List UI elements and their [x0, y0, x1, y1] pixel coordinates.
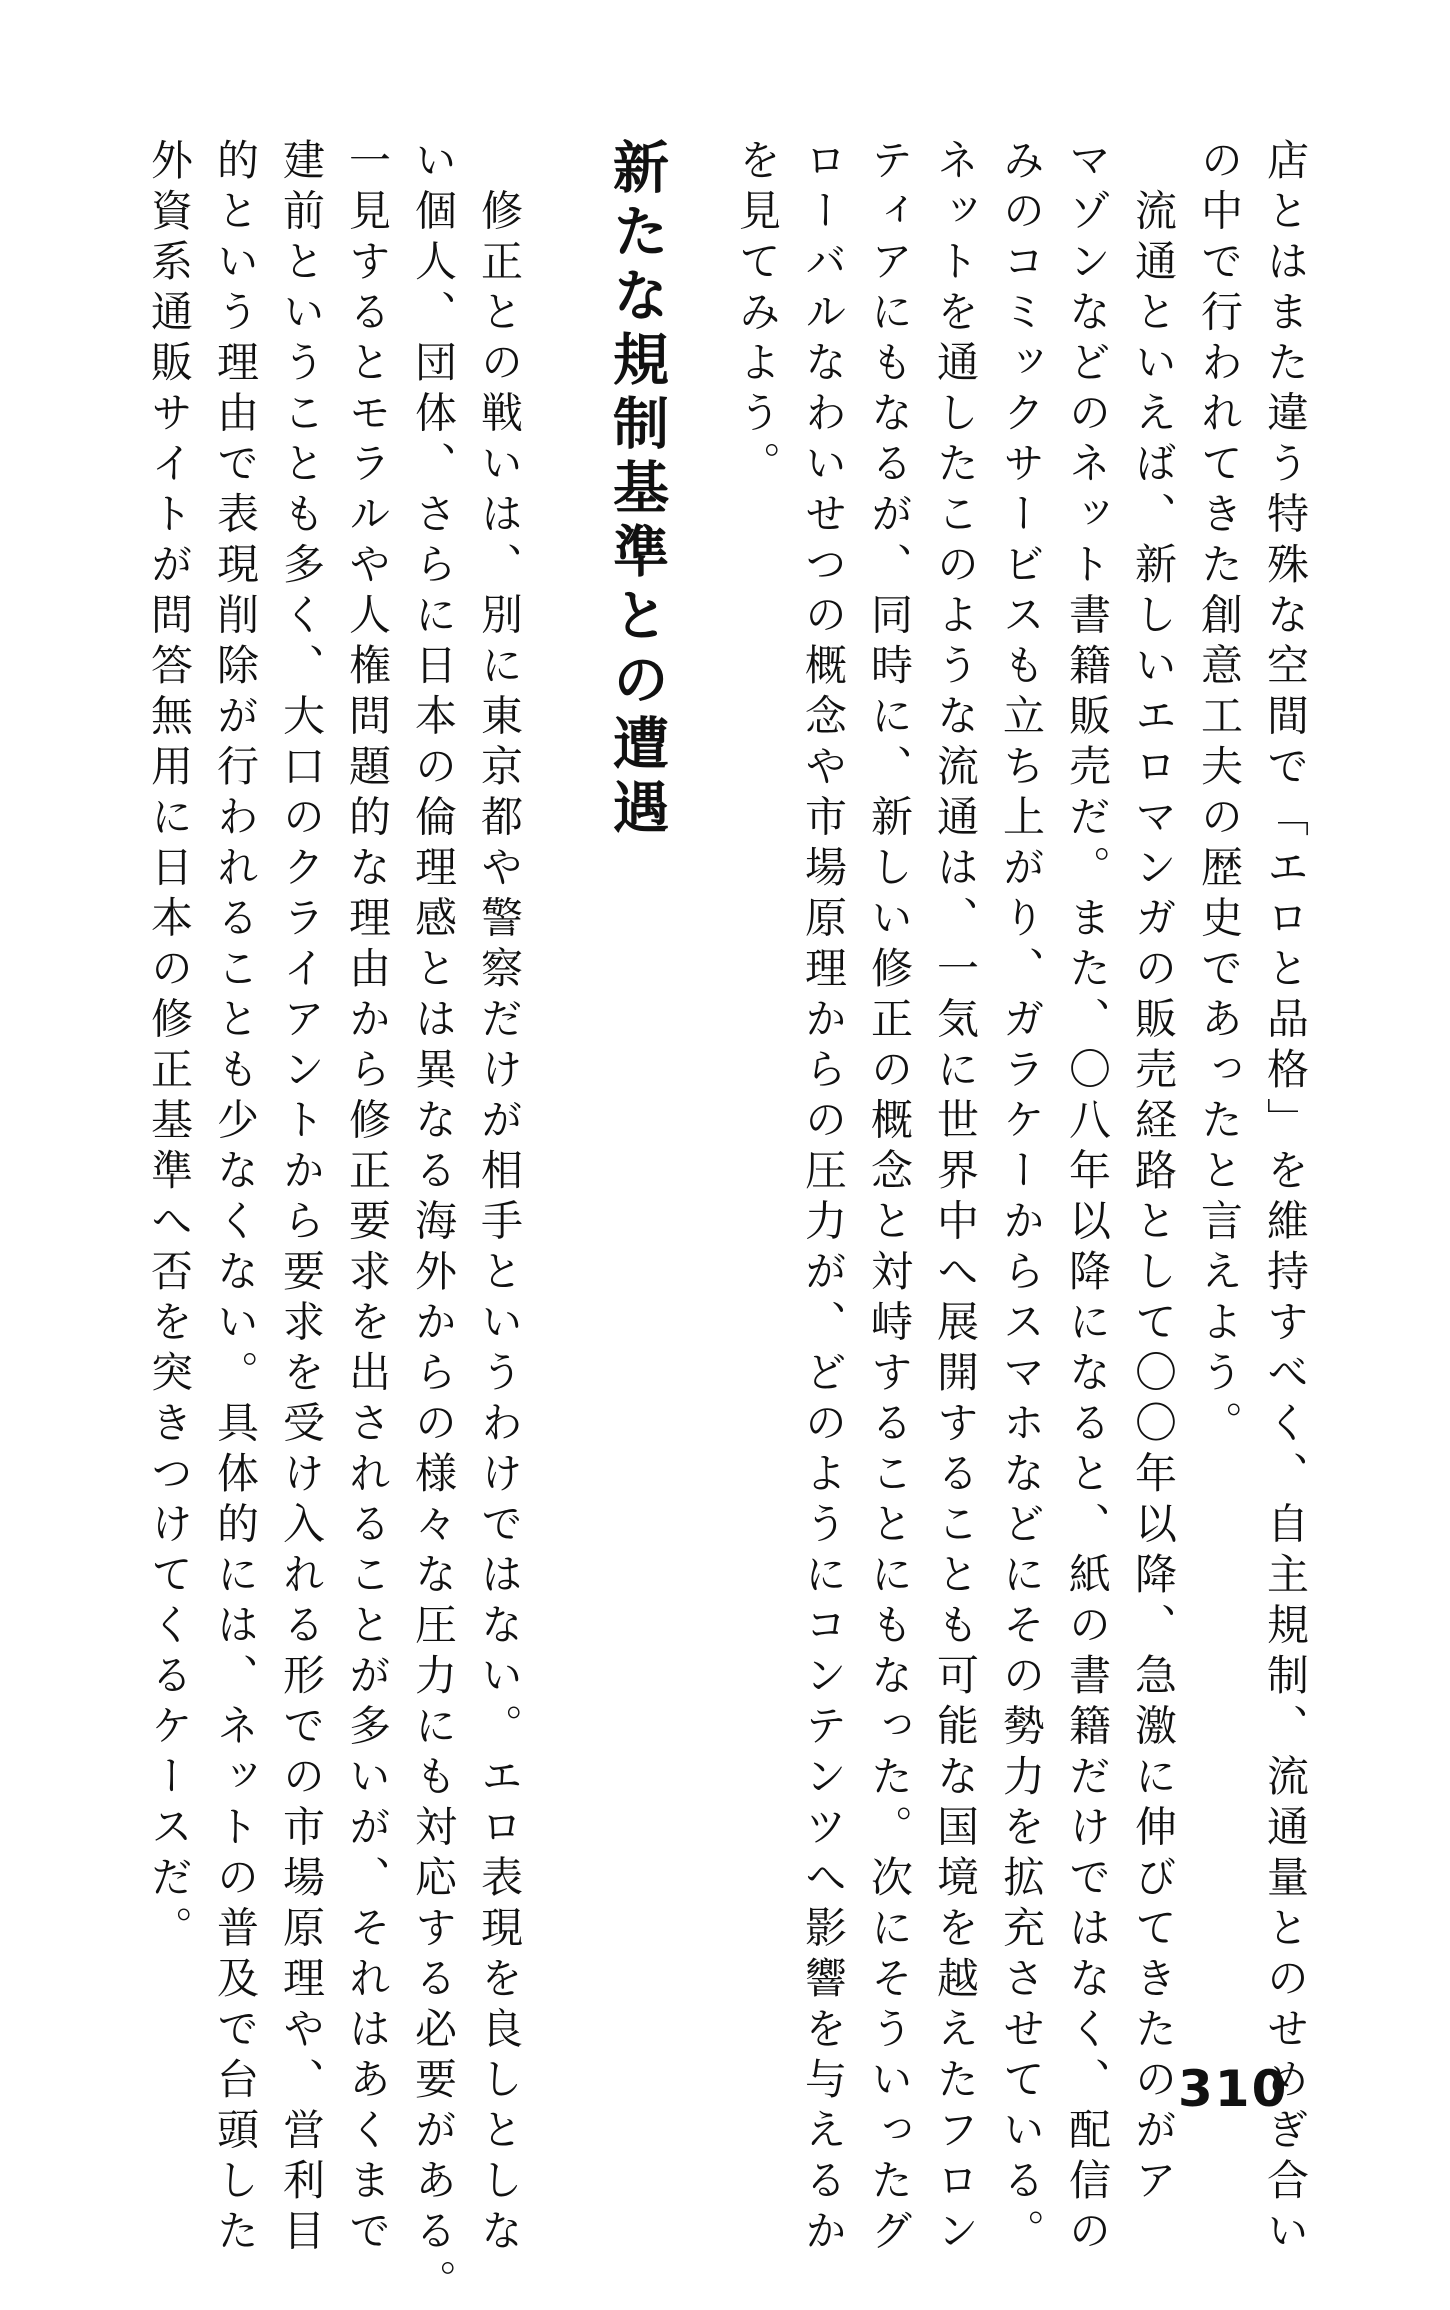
text-column: の中で行われてきた創意工夫の歴史であったと言えよう。: [1195, 138, 1244, 1451]
text-column: マゾンなどのネット書籍販売だ。また、〇八年以降になると、紙の書籍だけではなく、配信の: [1063, 138, 1112, 2259]
text-column: 修正との戦いは、別に東京都や警察だけが相手というわけではない。エロ表現を良しとしな: [475, 138, 524, 2259]
text-column: い個人、団体、さらに日本の倫理感とは異なる海外からの様々な圧力にも対応する必要がある。: [409, 138, 458, 2310]
text-column: を見てみよう。: [733, 138, 782, 492]
text-column: 建前ということも多く、大口のクライアントから要求を受け入れる形での市場原理や、営利目: [277, 138, 326, 2259]
text-column: 一見するとモラルや人権問題的な理由から修正要求を出されることが多いが、それはあくまで: [343, 138, 392, 2259]
text-column: 外資系通販サイトが問答無用に日本の修正基準へ否を突きつけてくるケースだ。: [145, 138, 194, 1956]
section-heading: 新たな規制基準との遭遇: [604, 138, 669, 842]
text-column: 的という理由で表現削除が行われることも少なくない。具体的には、ネットの普及で台頭した: [211, 138, 260, 2259]
text-column: ローバルなわいせつの概念や市場原理からの圧力が、どのようにコンテンツへ影響を与えるか: [799, 138, 848, 2259]
text-column: ネットを通したこのような流通は、一気に世界中へ展開することも可能な国境を越えたフロン: [931, 138, 980, 2259]
text-column: 店とはまた違う特殊な空間で「エロと品格」を維持すべく、自主規制、流通量とのせめぎ合い: [1261, 138, 1310, 2259]
page-number: 310: [1178, 2060, 1289, 2118]
text-column: ティアにもなるが、同時に、新しい修正の概念と対峙することにもなった。次にそういったグ: [865, 138, 914, 2259]
text-column: みのコミックサービスも立ち上がり、ガラケーからスマホなどにその勢力を拡充させている。: [997, 138, 1046, 2259]
text-column: 流通といえば、新しいエロマンガの販売経路として〇〇年以降、急激に伸びてきたのがア: [1129, 138, 1178, 2209]
